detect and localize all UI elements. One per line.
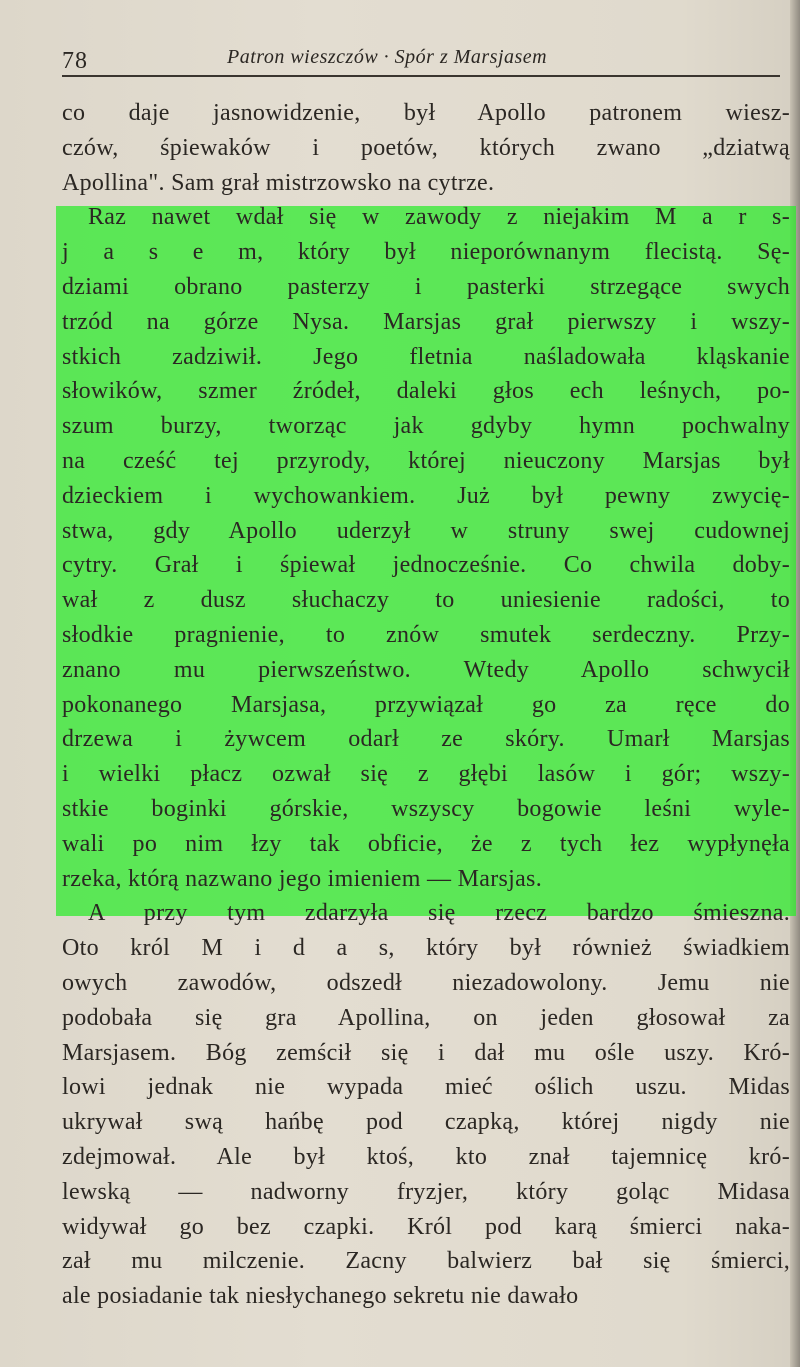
text-line: Raz nawet wdał się w zawody z niejakim M a r s- (88, 204, 790, 231)
header-rule (62, 75, 780, 77)
text-line: rzeka, którą nazwano jego imieniem — Marsjas. (62, 865, 542, 892)
text-line: lowi jednak nie wypada mieć oślich uszu. Midas (62, 1074, 790, 1101)
text-line: znano mu pierwszeństwo. Wtedy Apollo schwycił (62, 656, 790, 683)
text-line: podobała się gra Apollina, on jeden głosował za (62, 1004, 790, 1031)
text-line: drzewa i żywcem odarł ze skóry. Umarł Marsjas (62, 726, 790, 753)
text-line: Marsjasem. Bóg zemścił się i dał mu ośle uszy. Kró- (62, 1039, 790, 1066)
running-head: Patron wieszczów · Spór z Marsjasem (227, 46, 548, 68)
text-line: co daje jasnowidzenie, był Apollo patronem wiesz- (62, 100, 790, 126)
text-line: cytry. Grał i śpiewał jednocześnie. Co chwila doby- (62, 552, 790, 579)
text-line: stkie boginki górskie, wszyscy bogowie leśni wyle- (62, 795, 790, 822)
text-line: dzieckiem i wychowankiem. Już był pewny zwycię- (62, 482, 790, 509)
text-line: szum burzy, tworząc jak gdyby hymn pochwalny (62, 413, 790, 440)
text-line: słodkie pragnienie, to znów smutek serdeczny. Przy- (62, 621, 790, 648)
text-line: stkich zadziwił. Jego fletnia naśladowała kląskanie (62, 343, 790, 370)
text-line: j a s e m, który był nieporównanym flecistą. Sę- (62, 239, 790, 266)
text-line: wał z dusz słuchaczy to uniesienie radości, to (62, 587, 790, 614)
text-line: ale posiadanie tak niesłychanego sekretu nie dawało (62, 1283, 579, 1310)
text-line: słowików, szmer źródeł, daleki głos ech leśnych, po- (62, 378, 790, 405)
text-line: Apollina". Sam grał mistrzowsko na cytrze. (62, 169, 495, 196)
text-line: na cześć tej przyrody, której nieuczony Marsjas był (62, 447, 790, 474)
page-number: 78 (62, 48, 88, 74)
text-line: pokonanego Marsjasa, przywiązał go za ręce do (62, 691, 790, 718)
text-line: trzód na górze Nysa. Marsjas grał pierwszy i wszy- (62, 308, 790, 335)
text-line: zał mu milczenie. Zacny balwierz bał się śmierci, (62, 1248, 790, 1275)
text-line: A przy tym zdarzyła się rzecz bardzo śmieszna. (88, 900, 790, 927)
text-line: dziami obrano pasterzy i pasterki strzegące swych (62, 273, 790, 300)
text-line: Oto król M i d a s, który był również świadkiem (62, 935, 790, 962)
text-line: lewską — nadworny fryzjer, który goląc Midasa (62, 1178, 790, 1205)
text-line: czów, śpiewaków i poetów, których zwano „dziatwą (62, 134, 790, 161)
text-line: wali po nim łzy tak obficie, że z tych łez wypłynęła (62, 830, 790, 857)
text-line: zdejmował. Ale był ktoś, kto znał tajemnicę kró- (62, 1143, 790, 1170)
text-line: i wielki płacz ozwał się z głębi lasów i gór; wszy- (62, 761, 790, 788)
text-line: stwa, gdy Apollo uderzył w struny swej cudownej (62, 517, 790, 544)
body-text (62, 96, 790, 1314)
text-line: widywał go bez czapki. Król pod karą śmierci naka- (62, 1213, 790, 1240)
text-line: ukrywał swą hańbę pod czapką, której nigdy nie (62, 1109, 790, 1136)
text-line: owych zawodów, odszedł niezadowolony. Jemu nie (62, 969, 790, 996)
page-header (62, 44, 782, 74)
